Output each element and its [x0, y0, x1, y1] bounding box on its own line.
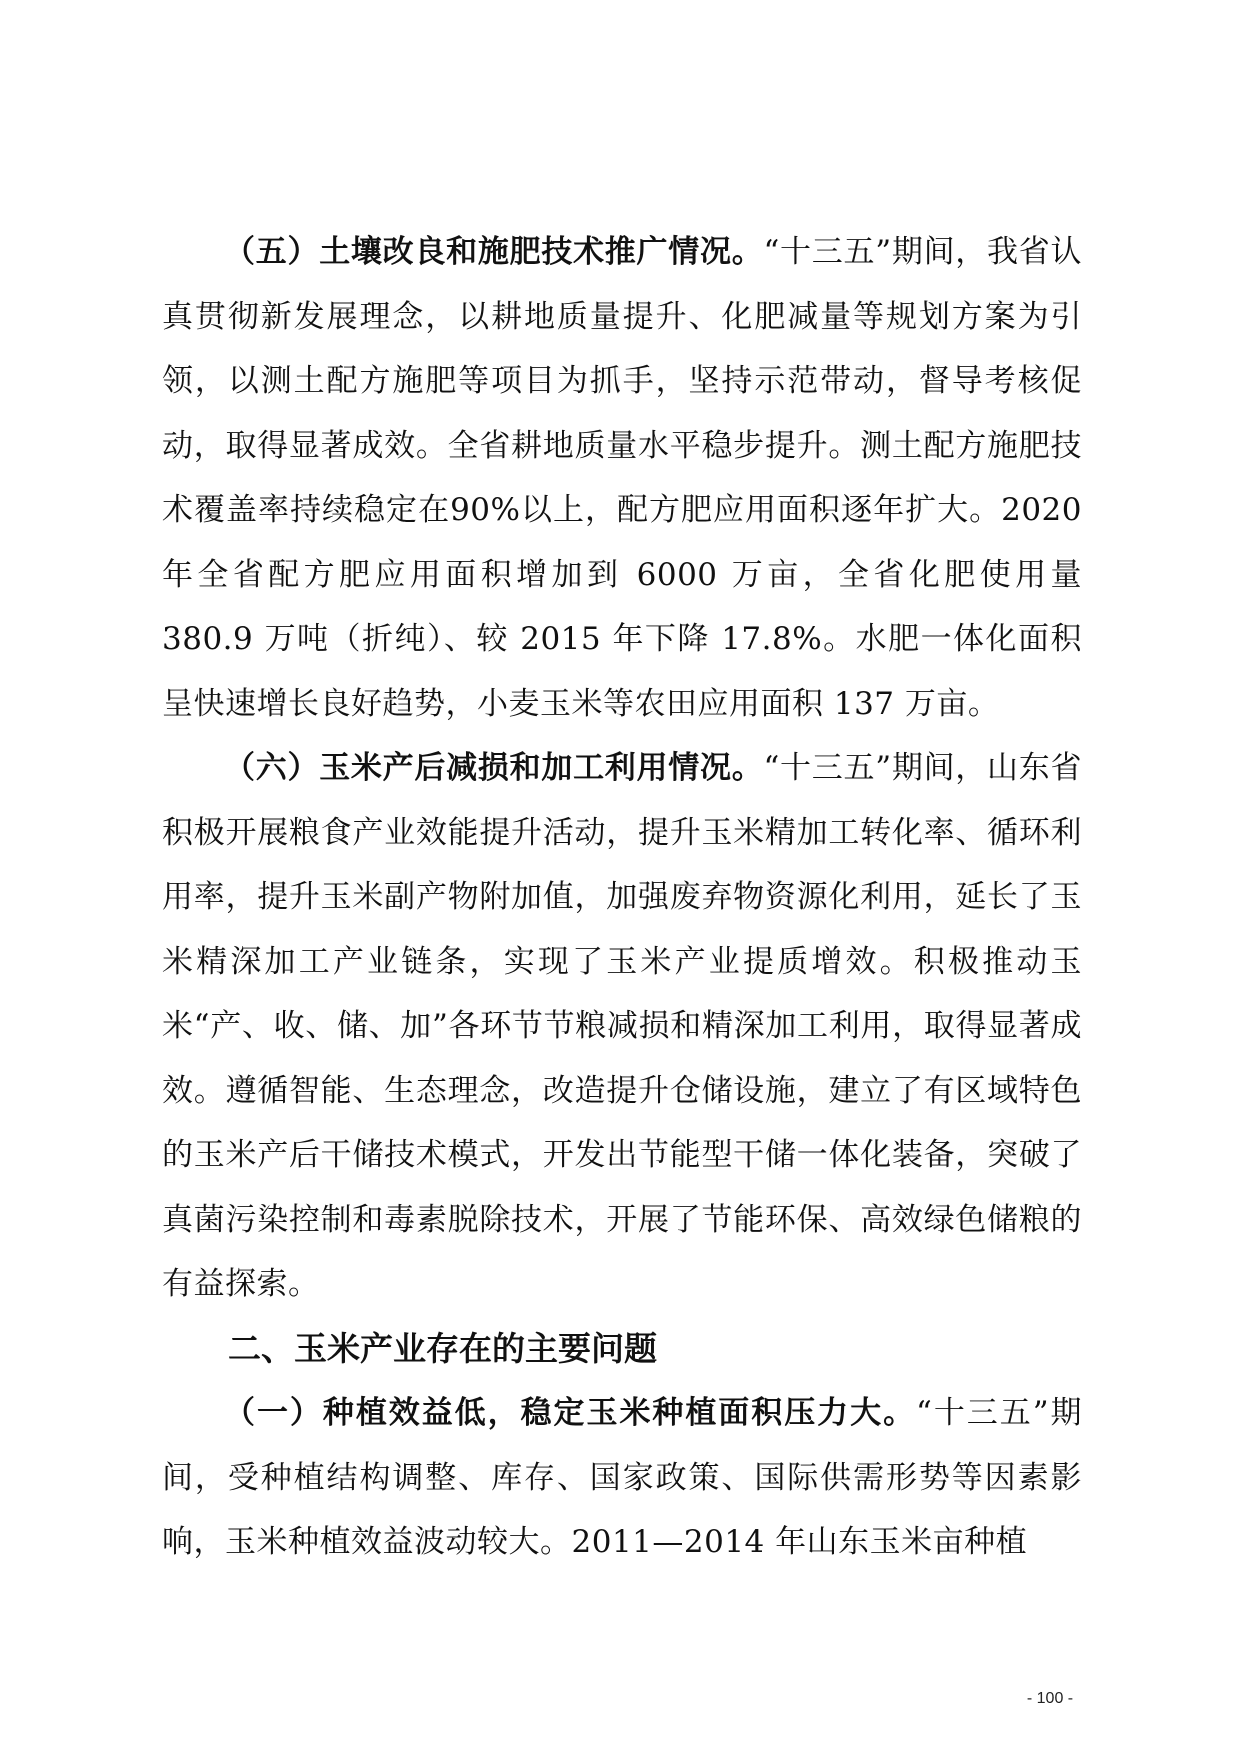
paragraph-text: “十三五”期间，受种植结构调整、库存、国家政策、国际供需形势等因素影响，玉米种植效益波动较大。2011—2014 年山东玉米亩种植	[162, 1395, 1082, 1560]
paragraph-corn-postharvest	[162, 736, 1082, 1317]
paragraph-text: “十三五”期间，我省认真贯彻新发展理念，以耕地质量提升、化肥减量等规划方案为引领，以测土配方施肥等项目为抓手，坚持示范带动，督导考核促动，取得显著成效。全省耕地质量水平稳步提升。测土配方施肥技术覆盖率持续稳定在90%以上，配方肥应用面积逐年扩大。2020 年全省配方肥应用面积增加到 6000 万亩，全省化肥使用量 380.9 万吨（折纯）、较 2015 年下降 17.8%。水肥一体化面积呈快速增长良好趋势，小麦玉米等农田应用面积 137 万亩。	[162, 234, 1082, 722]
page-number: - 100 -	[1026, 1690, 1074, 1707]
paragraph-lead: （五）土壤改良和施肥技术推广情况。	[224, 234, 764, 270]
paragraph-text: “十三五”期间，山东省积极开展粮食产业效能提升活动，提升玉米精加工转化率、循环利用率，提升玉米副产物附加值，加强废弃物资源化利用，延长了玉米精深加工产业链条，实现了玉米产业提质增效。积极推动玉米“产、收、储、加”各环节节粮减损和精深加工利用，取得显著成效。遵循智能、生态理念，改造提升仓储设施，建立了有区域特色的玉米产后干储技术模式，开发出节能型干储一体化装备，突破了真菌污染控制和毒素脱除技术，开展了节能环保、高效绿色储粮的有益探索。	[162, 750, 1082, 1302]
paragraph-soil-fertilization	[162, 220, 1082, 736]
body-text	[162, 220, 1082, 1575]
section-heading: 二、玉米产业存在的主要问题	[228, 1328, 657, 1368]
paragraph-lead: （一）种植效益低，稳定玉米种植面积压力大。	[224, 1395, 917, 1431]
paragraph-lead: （六）玉米产后减损和加工利用情况。	[224, 750, 764, 786]
paragraph-planting-benefit	[162, 1381, 1082, 1575]
